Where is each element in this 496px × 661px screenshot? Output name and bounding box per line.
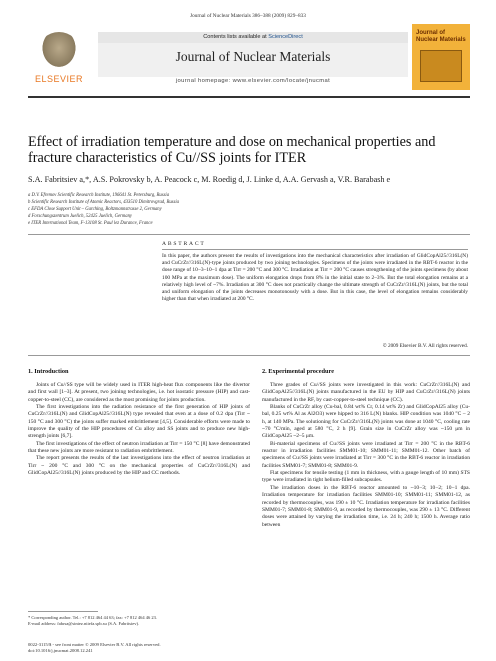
copyright-notice: © 2009 Elsevier B.V. All rights reserved. — [382, 343, 468, 349]
paragraph: The irradiation doses in the RBT-6 reactor amounted to ~10−3; 10−2; 10−1 dpa. Irradiation temperature for irradiation facilities SMM01-10; SMM01-11; SMM01-12, as recorded by thermocouples, was 190 ± 10 °C. Irradiation temperature for irradiation facilities SMM01-7; SMM01-8; SMM01-9, as recorded by thermocouples, was 290 ± 13 °C. Different doses were attained by varying the irradiation time, i.e. 24 h; 240 h; 1500 h. Average ratio between — [262, 484, 470, 528]
affiliation: a D.V. Efremov Scientific Research Institute, 196641 St. Petersburg, Russia — [28, 193, 170, 198]
contents-prefix: Contents lists available at — [203, 34, 269, 40]
introduction-body — [28, 382, 250, 477]
affiliation: e ITER International Team, F-13108 St. Paul lez Durance, France — [28, 221, 153, 226]
journal-homepage-link[interactable]: journal homepage: www.elsevier.com/locate/jnucmat — [175, 78, 331, 84]
paragraph: Joints of Cu//SS type will be widely used in ITER high-heat flux components like the divertor and first wall [1–3]. At present, two joining technologies, i.e. hot isostatic pressure (HIP) and cast-copper-to-steel (CC), are considered as the most promising for joints production. — [28, 382, 250, 403]
author-list: S.A. Fabritsiev a,*, A.S. Pokrovsky b, A. Peacock c, M. Roedig d, J. Linke d, A.A. Gervash a, V.R. Barabash e — [28, 175, 391, 184]
journal-header — [28, 24, 470, 90]
header-rule — [28, 96, 470, 98]
cover-image — [420, 50, 462, 82]
affiliation: c EFDA Close Support Unit – Garching, Boltzmannstrasse 2, Germany — [28, 207, 162, 212]
corresponding-author: * Corresponding author. Tel.: +7 812 464 44 63; fax: +7 812 464 46 23. — [28, 615, 158, 620]
elsevier-logo — [28, 32, 90, 86]
journal-title: Journal of Nuclear Materials — [175, 49, 331, 64]
contents-bar — [98, 32, 408, 43]
tree-icon — [38, 32, 80, 72]
publisher-name: ELSEVIER — [34, 74, 84, 84]
email-address[interactable]: E-mail address: fabrsa@sintez.niiefa.spb.su (S.A. Fabritsiev). — [28, 621, 140, 626]
paragraph: Three grades of Cu//SS joints were investigated in this work: CuCrZr//316L(N) and GlidCopAl25//316L(N) joints manufactured in the EU by HIP and CuCrZr//316L(N) joints manufactured in the RF, by cast-copper-to-steel technique (CC). — [262, 382, 470, 403]
footnote-rule — [28, 611, 98, 612]
affiliation: d Forschungszentrum Juelich, 52425 Juelich, Germany — [28, 214, 133, 219]
paragraph: Bi-material specimens of Cu//SS joints were irradiated at Tirr = 200 °C in the RBT-6 reactor in irradiation facilities SMM01-10; SMM01-11; SMM01-12. Other batch of specimens of Cu//SS joints were irradiated at Tirr = 300 °C in the RBT-6 reactor in irradiation facilities SMM01-7; SMM01-8; SMM01-9. — [262, 440, 470, 469]
paragraph: The first investigations of the effect of neutron irradiation at Tirr = 150 °C [8] have demonstrated that these new joints are more resistant to radiation embrittlement. — [28, 440, 250, 455]
section-heading-experimental: 2. Experimental procedure — [262, 368, 334, 375]
sciencedirect-link[interactable]: ScienceDirect — [268, 34, 303, 40]
cover-title: Journal of Nuclear Materials — [416, 30, 466, 43]
abstract-heading: ABSTRACT — [162, 241, 206, 247]
paragraph: The report presents the results of the last investigations into the effect of neutron irradiation at Tirr ~ 200 °C and 300 °C on the mechanical properties of CuCrZr//316L(N) and GlidCopAl25//316L(N) joints produced by the HIP and CC methods. — [28, 455, 250, 477]
divider — [162, 249, 468, 250]
article-title: Effect of irradiation temperature and dose on mechanical properties and fracture characteristics of Cu//SS joints for ITER — [28, 134, 436, 166]
divider — [28, 234, 470, 235]
divider — [28, 355, 470, 356]
journal-reference: Journal of Nuclear Materials 386–388 (2009) 829–833 — [190, 13, 306, 19]
section-heading-introduction: 1. Introduction — [28, 368, 69, 375]
abstract-text: In this paper, the authors present the results of investigations into the mechanical characteristics after irradiation of GlidCopAl25//316L(N) and CuCrZr//316L(N)-type joints produced by two joining technologies. Specimens of the joints were irradiated in the RBT-6 reactor in the dose range of 10−3–10−1 dpa at Tirr = 200 °C and 300 °C. Irradiation at Tirr = 200 °C causes strengthening of the joints specimens (by about 100 MPa at the maximum dose). The uniform elongation drops from 8% in the initial state to 2–3%. But the total elongation remains at a relatively high level of ~7%. Irradiation at 300 °C does not practically change the ultimate strength of CuCrZr//316L(N) joints, but the total and uniform elongation of the joints decreases monotonously with a dose. But in this case, the level of elongation remains considerably higher than that when irradiated at 200 °C. — [162, 253, 468, 303]
footnote — [28, 615, 250, 627]
affiliation: b Scientific Research Institute of Atomic Reactors, 433510 Dimitrovgrad, Russia — [28, 200, 179, 205]
paragraph: Blanks of CuCrZr alloy (Cu-bal, 0.84 wt% Cr, 0.14 wt% Zr) and GlidCopAl25 alloy (Cu-bal, 0.25 wt% Al as Al2O3) were hipped to 316 L(N) blanks. HIP condition was 1040 °C – 2 h, at 140 MPa. The solutioning for CuCrZr//316L(N) joints was done at 1040 °C, cooling rate ~70 °C/min, aged at 580 °C, 2 h [9]. Grain size in CuCrZr alloy was ~150 μm in GlidCopAl25 ~2–5 μm. — [262, 404, 470, 440]
issn-info — [28, 642, 250, 654]
experimental-body — [262, 382, 470, 529]
doi-link[interactable]: doi:10.1016/j.jnucmat.2008.12.241 — [28, 648, 93, 653]
issn-line: 0022-3115/$ - see front matter © 2009 Elsevier B.V. All rights reserved. — [28, 642, 161, 647]
paragraph: The first investigations into the radiation resistance of the first generation of HIP joints of CuCrZr//316L(N) and GlidCopAl25//316L(N) type revealed that even at a dose of 0.2 dpa (Tirr ~ 150 °C and 300 °C) the joints suffer marked embrittlement [4,5]. Considerable efforts were made to improve the quality of the HIP procedures of Cu alloy and SS joints and to produce new high-strength joints [6,7]. — [28, 404, 250, 440]
paragraph: Flat specimens for tensile testing (1 mm in thickness, with a gauge length of 10 mm) STS type were irradiated in tight helium-filled subcapsules. — [262, 470, 470, 484]
